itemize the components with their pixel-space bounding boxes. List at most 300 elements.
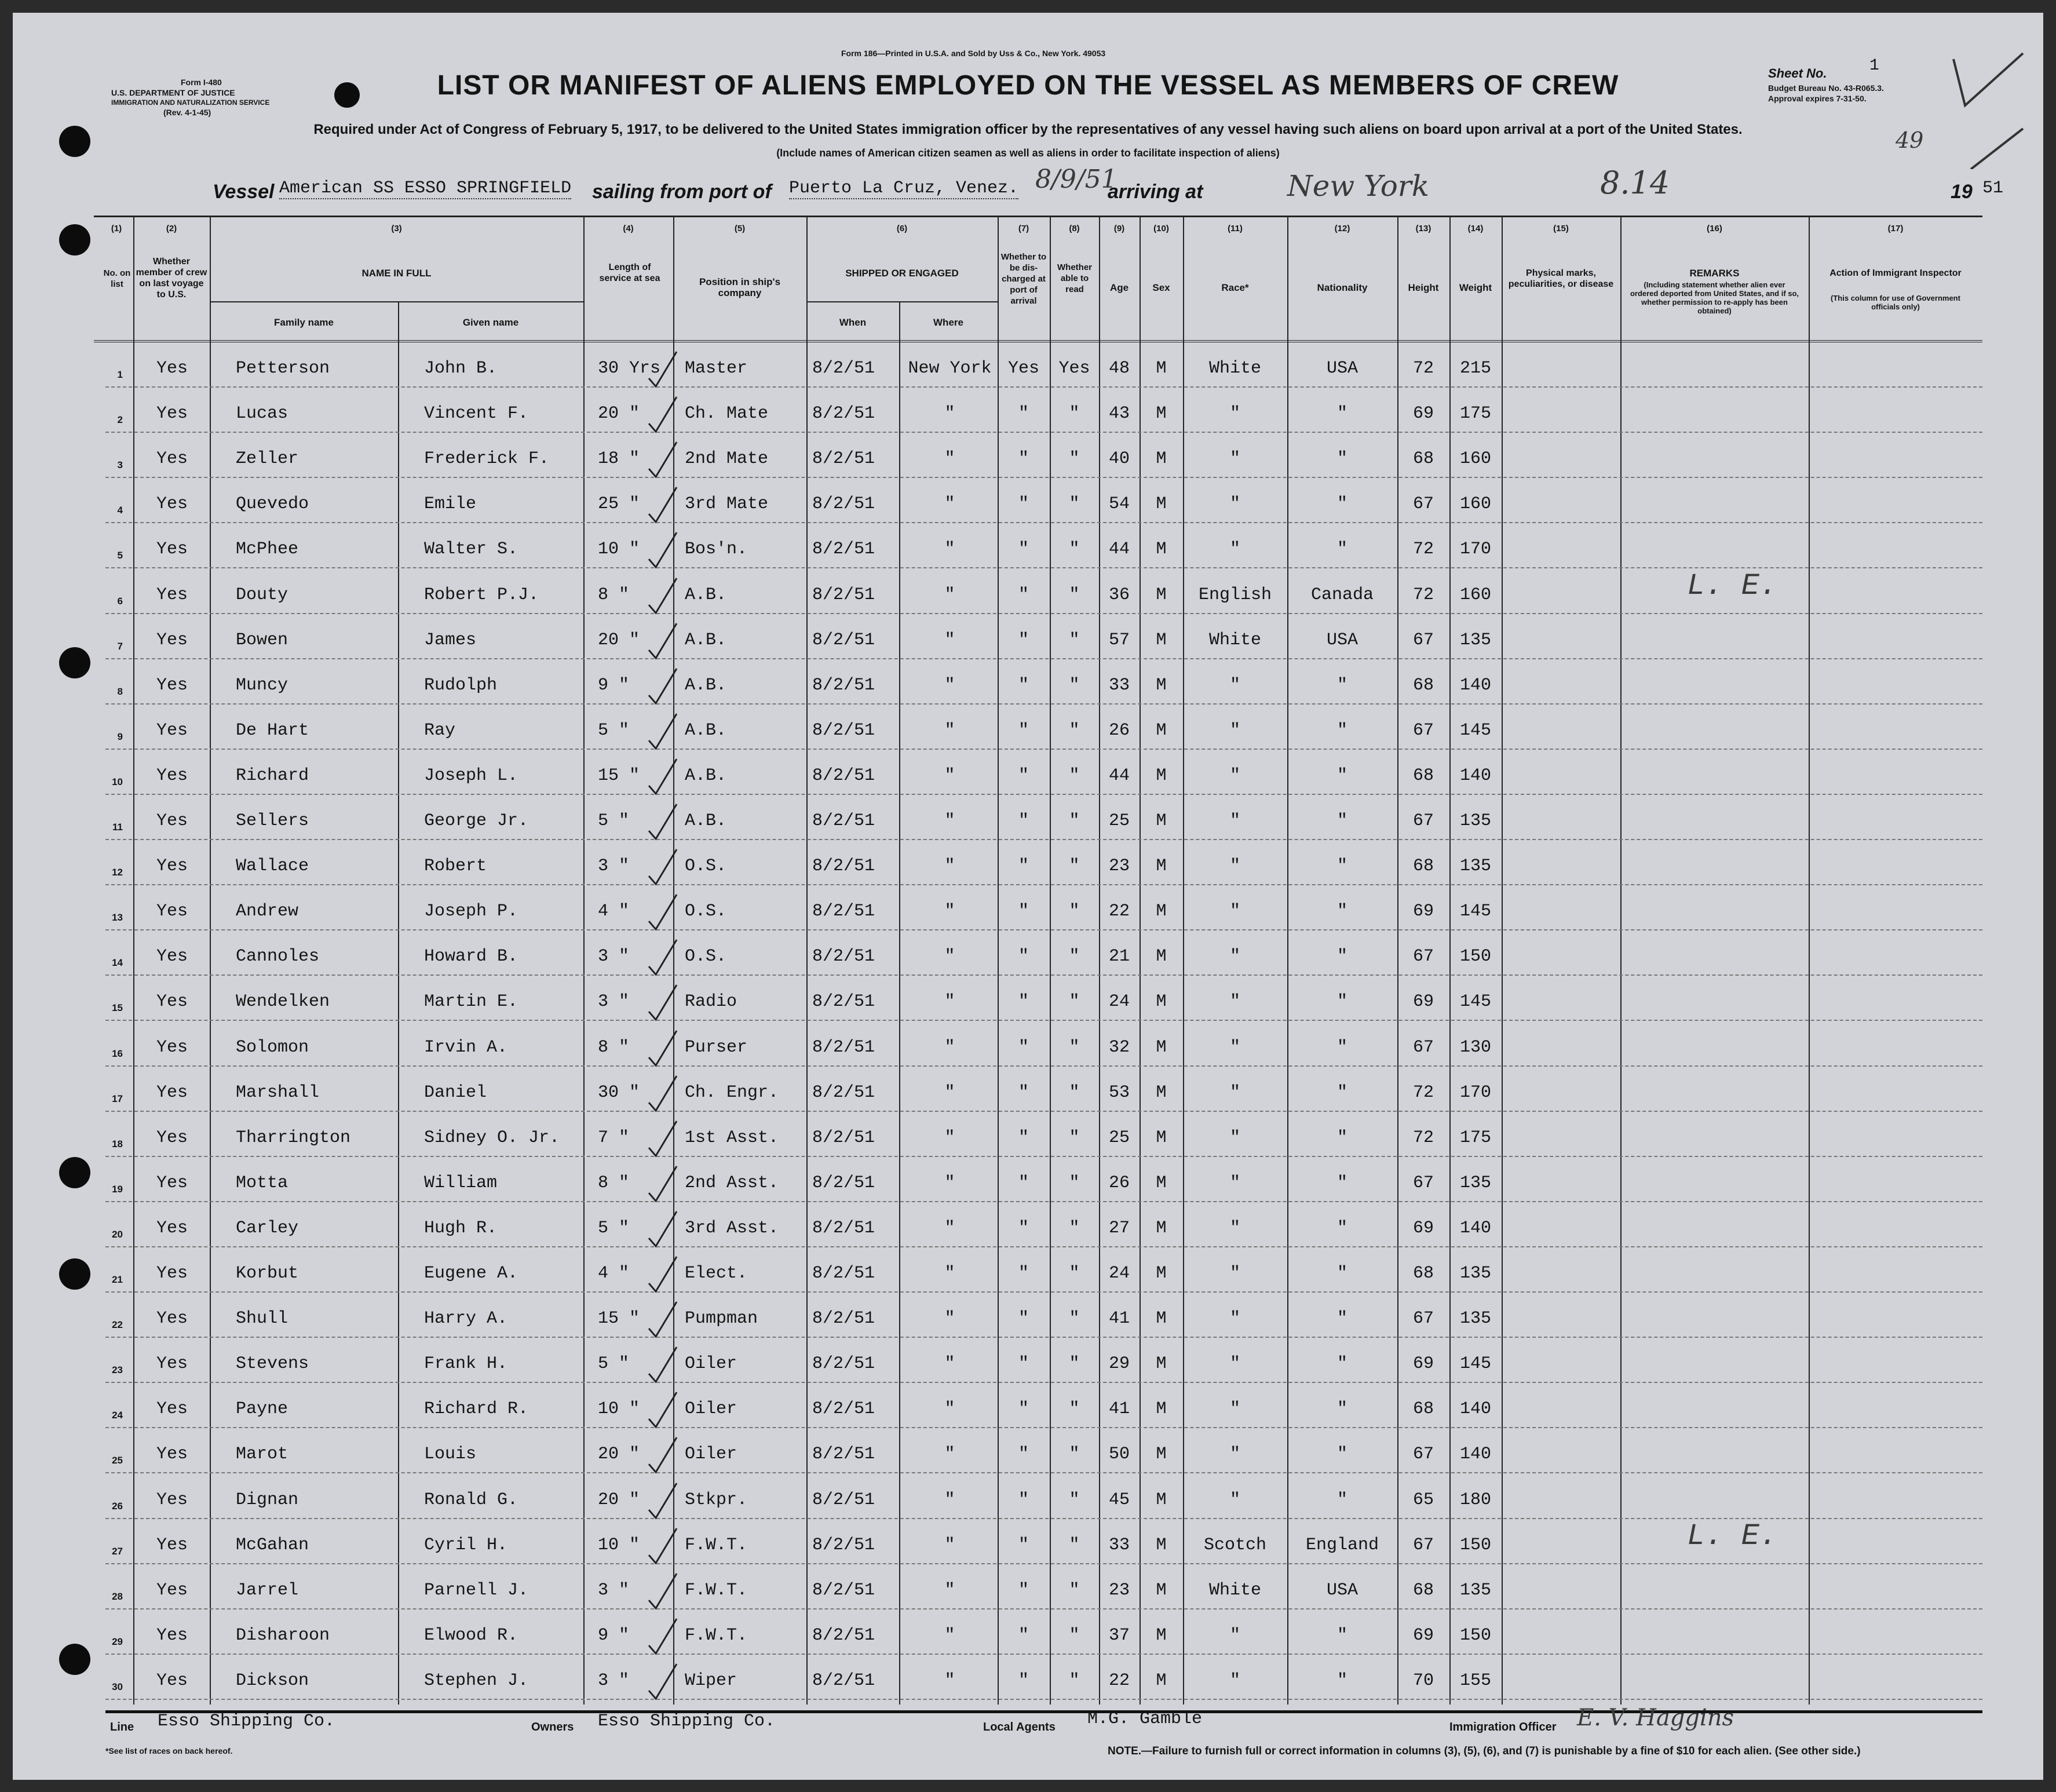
cell-able-to-read: " bbox=[1069, 539, 1080, 560]
cell-prev-voyage: Yes bbox=[156, 902, 188, 922]
row-rule bbox=[105, 1065, 1982, 1067]
cell-age: 36 bbox=[1108, 585, 1130, 605]
cell-given-name: John B. bbox=[424, 359, 498, 378]
cell-height: 67 bbox=[1412, 720, 1434, 740]
vessel-label: Vessel bbox=[213, 181, 275, 203]
cell-able-to-read: " bbox=[1069, 1082, 1080, 1103]
cell-given-name: Sidney O. Jr. bbox=[424, 1127, 560, 1148]
row-rule bbox=[105, 386, 1982, 388]
cell-shipped-when: 8/2/51 bbox=[812, 1444, 875, 1465]
cell-given-name: Robert P.J. bbox=[424, 585, 539, 605]
cell-position: Pumpman bbox=[685, 1309, 758, 1329]
cell-given-name: Elwood R. bbox=[424, 1625, 518, 1645]
row-rule bbox=[105, 839, 1982, 840]
cell-family-name: McPhee bbox=[236, 539, 299, 560]
cell-position: A.B. bbox=[685, 765, 727, 786]
cell-nationality: " bbox=[1336, 992, 1347, 1012]
table-row bbox=[13, 1568, 1982, 1613]
column-number: (13) bbox=[1415, 224, 1431, 233]
row-rule bbox=[105, 794, 1982, 795]
cell-shipped-where: " bbox=[944, 1444, 955, 1465]
cell-service-length: 9 " bbox=[598, 675, 630, 695]
cell-shipped-where: " bbox=[944, 585, 955, 605]
table-row bbox=[13, 844, 1982, 889]
table-top-rule bbox=[94, 216, 1982, 217]
check-mark-icon bbox=[644, 1164, 679, 1205]
row-rule bbox=[105, 658, 1982, 659]
cell-discharged: " bbox=[1018, 1354, 1029, 1374]
check-mark-icon bbox=[644, 1662, 679, 1702]
cell-family-name: Zeller bbox=[236, 449, 299, 469]
cell-height: 72 bbox=[1412, 585, 1434, 605]
cell-weight: 170 bbox=[1459, 539, 1491, 560]
cell-able-to-read: " bbox=[1069, 856, 1080, 877]
cell-able-to-read: " bbox=[1069, 1173, 1080, 1193]
check-mark-icon bbox=[644, 666, 679, 707]
cell-weight: 140 bbox=[1459, 1218, 1491, 1238]
check-mark-icon bbox=[644, 711, 679, 752]
cell-weight: 160 bbox=[1459, 585, 1491, 605]
cell-family-name: Wendelken bbox=[236, 992, 330, 1012]
cell-height: 72 bbox=[1412, 539, 1434, 560]
cell-weight: 130 bbox=[1459, 1037, 1491, 1057]
cell-prev-voyage: Yes bbox=[156, 1535, 188, 1555]
check-mark-icon bbox=[644, 1390, 679, 1430]
arrival-date-handwritten: 8.14 bbox=[1600, 165, 1670, 201]
cell-discharged: " bbox=[1018, 992, 1029, 1012]
cell-shipped-where: " bbox=[944, 404, 955, 424]
cell-nationality: England bbox=[1305, 1535, 1379, 1555]
cell-race: " bbox=[1229, 947, 1240, 967]
header-age: Age bbox=[1109, 282, 1129, 293]
cell-weight: 135 bbox=[1459, 856, 1491, 877]
cell-height: 65 bbox=[1412, 1490, 1434, 1510]
row-number: 5 bbox=[117, 550, 123, 561]
cell-age: 25 bbox=[1108, 811, 1130, 831]
cell-service-length: 20 " bbox=[598, 1444, 640, 1465]
cell-shipped-when: 8/2/51 bbox=[812, 856, 875, 877]
cell-weight: 135 bbox=[1459, 1264, 1491, 1283]
cell-sex: M bbox=[1156, 1444, 1167, 1465]
row-rule bbox=[105, 1291, 1982, 1293]
cell-discharged: " bbox=[1018, 1264, 1029, 1283]
cell-age: 50 bbox=[1108, 1444, 1130, 1465]
cell-able-to-read: " bbox=[1069, 449, 1080, 469]
row-number: 23 bbox=[112, 1364, 123, 1376]
row-number: 21 bbox=[112, 1274, 123, 1285]
row-number: 2 bbox=[117, 414, 123, 426]
row-rule bbox=[105, 1608, 1982, 1609]
cell-service-length: 8 " bbox=[598, 1173, 630, 1193]
cell-shipped-where: New York bbox=[908, 359, 992, 378]
row-number: 24 bbox=[112, 1410, 123, 1421]
table-row bbox=[13, 527, 1982, 572]
cell-given-name: Frank H. bbox=[424, 1354, 508, 1374]
cell-age: 25 bbox=[1108, 1127, 1130, 1148]
cell-discharged: " bbox=[1018, 856, 1029, 877]
cell-nationality: " bbox=[1336, 902, 1347, 922]
cell-nationality: " bbox=[1336, 404, 1347, 424]
cell-able-to-read: " bbox=[1069, 1580, 1080, 1600]
cell-able-to-read: " bbox=[1069, 1037, 1080, 1057]
row-rule bbox=[105, 929, 1982, 930]
cell-race: " bbox=[1229, 1264, 1240, 1283]
cell-given-name: Vincent F. bbox=[424, 404, 529, 424]
line-value: Esso Shipping Co. bbox=[158, 1711, 335, 1731]
cell-shipped-when: 8/2/51 bbox=[812, 1354, 875, 1374]
check-mark-icon bbox=[644, 395, 679, 435]
cell-discharged: " bbox=[1018, 1444, 1029, 1465]
cell-prev-voyage: Yes bbox=[156, 449, 188, 469]
header-discharged: Whether to be dis-charged at port of arrival bbox=[1000, 252, 1047, 306]
cell-prev-voyage: Yes bbox=[156, 992, 188, 1012]
cell-shipped-when: 8/2/51 bbox=[812, 1082, 875, 1103]
cell-given-name: Louis bbox=[424, 1444, 477, 1465]
cell-height: 68 bbox=[1412, 675, 1434, 695]
cell-prev-voyage: Yes bbox=[156, 1354, 188, 1374]
cell-given-name: Joseph L. bbox=[424, 765, 518, 786]
cell-shipped-when: 8/2/51 bbox=[812, 1535, 875, 1555]
cell-shipped-where: " bbox=[944, 449, 955, 469]
cell-prev-voyage: Yes bbox=[156, 1580, 188, 1600]
cell-able-to-read: " bbox=[1069, 1625, 1080, 1645]
cell-race: " bbox=[1229, 1309, 1240, 1329]
cell-height: 67 bbox=[1412, 494, 1434, 514]
document-title: LIST OR MANIFEST OF ALIENS EMPLOYED ON THE VESSEL AS MEMBERS OF CREW bbox=[437, 70, 1619, 101]
cell-nationality: " bbox=[1336, 947, 1347, 967]
printer-line: Form 186—Printed in U.S.A. and Sold by Uss & Co., New York. 49053 bbox=[841, 49, 1106, 58]
cell-sex: M bbox=[1156, 992, 1167, 1012]
row-number: 9 bbox=[117, 731, 123, 742]
cell-able-to-read: " bbox=[1069, 1490, 1080, 1510]
cell-family-name: Shull bbox=[236, 1309, 289, 1329]
cell-position: Oiler bbox=[685, 1399, 737, 1419]
cell-given-name: George Jr. bbox=[424, 811, 529, 831]
column-number: (10) bbox=[1153, 224, 1169, 233]
cell-service-length: 5 " bbox=[598, 720, 630, 740]
departure-date-handwritten: 8/9/51 bbox=[1035, 165, 1118, 194]
cell-sex: M bbox=[1156, 359, 1167, 378]
immigration-officer-signature: E. V. Haggins bbox=[1577, 1705, 1734, 1731]
row-rule bbox=[105, 1201, 1982, 1202]
year: 51 bbox=[1982, 178, 2004, 198]
cell-family-name: De Hart bbox=[236, 720, 309, 740]
cell-position: O.S. bbox=[685, 947, 727, 967]
table-row bbox=[13, 889, 1982, 934]
cell-service-length: 4 " bbox=[598, 1264, 630, 1283]
arriving-label: arriving at bbox=[1108, 181, 1203, 203]
cell-weight: 140 bbox=[1459, 765, 1491, 786]
page-mark: 49 bbox=[1896, 127, 1924, 153]
cell-sex: M bbox=[1156, 1490, 1167, 1510]
cell-height: 69 bbox=[1412, 1218, 1434, 1238]
cell-given-name: James bbox=[424, 630, 477, 650]
cell-discharged: " bbox=[1018, 585, 1029, 605]
column-number: (7) bbox=[1018, 224, 1029, 233]
cell-shipped-when: 8/2/51 bbox=[812, 1670, 875, 1691]
cell-able-to-read: " bbox=[1069, 811, 1080, 831]
cell-weight: 135 bbox=[1459, 1580, 1491, 1600]
cell-age: 27 bbox=[1108, 1218, 1130, 1238]
cell-height: 69 bbox=[1412, 1625, 1434, 1645]
cell-service-length: 10 " bbox=[598, 1399, 640, 1419]
cell-service-length: 8 " bbox=[598, 585, 630, 605]
header-list-number: No. on list bbox=[103, 268, 131, 289]
cell-family-name: Dickson bbox=[236, 1670, 309, 1691]
cell-race: " bbox=[1229, 1082, 1240, 1103]
cell-service-length: 10 " bbox=[598, 539, 640, 560]
cell-family-name: Quevedo bbox=[236, 494, 309, 514]
cell-given-name: Daniel bbox=[424, 1082, 487, 1103]
cell-able-to-read: " bbox=[1069, 992, 1080, 1012]
cell-race: " bbox=[1229, 992, 1240, 1012]
cell-weight: 145 bbox=[1459, 992, 1491, 1012]
cell-family-name: Marshall bbox=[236, 1082, 320, 1103]
table-row bbox=[13, 1160, 1982, 1206]
cell-prev-voyage: Yes bbox=[156, 675, 188, 695]
row-number: 7 bbox=[117, 640, 123, 652]
cell-sex: M bbox=[1156, 1399, 1167, 1419]
cell-sex: M bbox=[1156, 449, 1167, 469]
cell-weight: 145 bbox=[1459, 1354, 1491, 1374]
table-row bbox=[13, 1251, 1982, 1296]
cell-height: 68 bbox=[1412, 1580, 1434, 1600]
owners-label: Owners bbox=[531, 1721, 574, 1733]
cell-position: O.S. bbox=[685, 856, 727, 877]
cell-sex: M bbox=[1156, 765, 1167, 786]
cell-able-to-read: " bbox=[1069, 947, 1080, 967]
cell-service-length: 7 " bbox=[598, 1127, 630, 1148]
check-mark-icon bbox=[644, 1435, 679, 1476]
cell-age: 21 bbox=[1108, 947, 1130, 967]
cell-age: 44 bbox=[1108, 539, 1130, 560]
cell-family-name: Wallace bbox=[236, 856, 309, 877]
cell-family-name: Sellers bbox=[236, 811, 309, 831]
cell-race: " bbox=[1229, 1670, 1240, 1691]
cell-sex: M bbox=[1156, 585, 1167, 605]
cell-prev-voyage: Yes bbox=[156, 856, 188, 877]
cell-able-to-read: " bbox=[1069, 404, 1080, 424]
cell-age: 48 bbox=[1108, 359, 1130, 378]
cell-shipped-when: 8/2/51 bbox=[812, 675, 875, 695]
cell-prev-voyage: Yes bbox=[156, 494, 188, 514]
header-position: Position in ship's company bbox=[699, 276, 781, 298]
cell-family-name: Jarrel bbox=[236, 1580, 299, 1600]
row-rule bbox=[105, 1337, 1982, 1338]
cell-shipped-when: 8/2/51 bbox=[812, 765, 875, 786]
cell-race: " bbox=[1229, 1399, 1240, 1419]
cell-shipped-where: " bbox=[944, 1580, 955, 1600]
cell-position: Stkpr. bbox=[685, 1490, 748, 1510]
cell-shipped-where: " bbox=[944, 1670, 955, 1691]
departure-port: Puerto La Cruz, Venez. bbox=[789, 178, 1019, 198]
cell-given-name: William bbox=[424, 1173, 498, 1193]
cell-position: Ch. Engr. bbox=[685, 1082, 779, 1103]
cell-height: 67 bbox=[1412, 1173, 1434, 1193]
cell-given-name: Harry A. bbox=[424, 1309, 508, 1329]
cell-position: Radio bbox=[685, 992, 737, 1012]
cell-shipped-when: 8/2/51 bbox=[812, 359, 875, 378]
row-number: 13 bbox=[112, 912, 123, 924]
row-rule bbox=[105, 1427, 1982, 1428]
cell-prev-voyage: Yes bbox=[156, 947, 188, 967]
check-mark-icon bbox=[644, 983, 679, 1023]
cell-nationality: " bbox=[1336, 856, 1347, 877]
cell-given-name: Eugene A. bbox=[424, 1264, 518, 1283]
table-row bbox=[13, 436, 1982, 481]
sheet-label: Sheet No. bbox=[1768, 66, 1827, 81]
table-row bbox=[13, 1115, 1982, 1160]
shipped-subheader-rule bbox=[806, 301, 998, 302]
cell-age: 29 bbox=[1108, 1354, 1130, 1374]
cell-nationality: " bbox=[1336, 1218, 1347, 1238]
service-name: IMMIGRATION AND NATURALIZATION SERVICE bbox=[111, 98, 270, 107]
cell-shipped-where: " bbox=[944, 947, 955, 967]
header-family-name: Family name bbox=[274, 317, 334, 328]
cell-position: Bos'n. bbox=[685, 539, 748, 560]
cell-family-name: Disharoon bbox=[236, 1625, 330, 1645]
column-number: (15) bbox=[1553, 224, 1569, 233]
header-where: Where bbox=[933, 317, 963, 328]
cell-weight: 155 bbox=[1459, 1670, 1491, 1691]
table-row bbox=[13, 618, 1982, 663]
row-rule bbox=[105, 1472, 1982, 1473]
cell-family-name: Cannoles bbox=[236, 947, 320, 967]
cell-shipped-where: " bbox=[944, 675, 955, 695]
cell-race: White bbox=[1208, 1580, 1261, 1600]
row-number: 28 bbox=[112, 1590, 123, 1602]
cell-race: " bbox=[1229, 494, 1240, 514]
department-name: U.S. DEPARTMENT OF JUSTICE bbox=[111, 88, 235, 97]
cell-position: A.B. bbox=[685, 720, 727, 740]
cell-prev-voyage: Yes bbox=[156, 1037, 188, 1057]
column-number: (11) bbox=[1228, 224, 1243, 233]
cell-position: Wiper bbox=[685, 1670, 737, 1691]
cell-family-name: Solomon bbox=[236, 1037, 309, 1057]
column-number: (9) bbox=[1113, 224, 1125, 233]
row-rule bbox=[105, 1020, 1982, 1021]
arrival-port-handwritten: New York bbox=[1287, 169, 1429, 203]
cell-family-name: Douty bbox=[236, 585, 289, 605]
cell-shipped-where: " bbox=[944, 1264, 955, 1283]
cell-shipped-where: " bbox=[944, 1490, 955, 1510]
cell-shipped-when: 8/2/51 bbox=[812, 1218, 875, 1238]
cell-given-name: Parnell J. bbox=[424, 1580, 529, 1600]
cell-weight: 135 bbox=[1459, 1309, 1491, 1329]
cell-discharged: " bbox=[1018, 1399, 1029, 1419]
header-previous-voyage: Whether member of crew on last voyage to U.S. bbox=[136, 257, 207, 300]
table-row bbox=[13, 1613, 1982, 1658]
cell-shipped-where: " bbox=[944, 765, 955, 786]
cell-given-name: Hugh R. bbox=[424, 1218, 498, 1238]
cell-shipped-when: 8/2/51 bbox=[812, 992, 875, 1012]
cell-sex: M bbox=[1156, 720, 1167, 740]
header-sex: Sex bbox=[1152, 282, 1170, 293]
cell-prev-voyage: Yes bbox=[156, 1127, 188, 1148]
cell-sex: M bbox=[1156, 1082, 1167, 1103]
cell-shipped-when: 8/2/51 bbox=[812, 902, 875, 922]
cell-position: 1st Asst. bbox=[685, 1127, 779, 1148]
cell-height: 67 bbox=[1412, 1037, 1434, 1057]
table-row bbox=[13, 979, 1982, 1024]
cell-service-length: 3 " bbox=[598, 1580, 630, 1600]
cell-able-to-read: " bbox=[1069, 720, 1080, 740]
cell-prev-voyage: Yes bbox=[156, 1309, 188, 1329]
cell-race: White bbox=[1208, 359, 1261, 378]
cell-weight: 145 bbox=[1459, 902, 1491, 922]
subtitle-note: (Include names of American citizen seamen as well as aliens in order to facilitate inspection of aliens) bbox=[776, 147, 1280, 159]
cell-position: O.S. bbox=[685, 902, 727, 922]
cell-shipped-when: 8/2/51 bbox=[812, 947, 875, 967]
cell-shipped-where: " bbox=[944, 992, 955, 1012]
check-mark-icon bbox=[644, 847, 679, 888]
cell-given-name: Walter S. bbox=[424, 539, 518, 560]
cell-discharged: Yes bbox=[1007, 359, 1039, 378]
cell-service-length: 20 " bbox=[598, 630, 640, 650]
cell-shipped-where: " bbox=[944, 1625, 955, 1645]
cell-discharged: " bbox=[1018, 1037, 1029, 1057]
cell-discharged: " bbox=[1018, 765, 1029, 786]
cell-prev-voyage: Yes bbox=[156, 1670, 188, 1691]
check-mark-icon bbox=[644, 1209, 679, 1250]
cell-race: " bbox=[1229, 1490, 1240, 1510]
cell-discharged: " bbox=[1018, 675, 1029, 695]
check-mark-icon bbox=[644, 1028, 679, 1069]
cell-shipped-when: 8/2/51 bbox=[812, 1127, 875, 1148]
cell-sex: M bbox=[1156, 1535, 1167, 1555]
cell-height: 68 bbox=[1412, 856, 1434, 877]
cell-weight: 135 bbox=[1459, 630, 1491, 650]
cell-position: F.W.T. bbox=[685, 1535, 748, 1555]
cell-nationality: USA bbox=[1326, 1580, 1358, 1600]
cell-family-name: Stevens bbox=[236, 1354, 309, 1374]
cell-nationality: " bbox=[1336, 1625, 1347, 1645]
cell-family-name: Tharrington bbox=[236, 1127, 351, 1148]
cell-height: 68 bbox=[1412, 449, 1434, 469]
cell-able-to-read: " bbox=[1069, 902, 1080, 922]
cell-nationality: " bbox=[1336, 1444, 1347, 1465]
cell-service-length: 5 " bbox=[598, 1218, 630, 1238]
cell-age: 44 bbox=[1108, 765, 1130, 786]
cell-shipped-when: 8/2/51 bbox=[812, 1173, 875, 1193]
cell-discharged: " bbox=[1018, 902, 1029, 922]
cell-family-name: Payne bbox=[236, 1399, 289, 1419]
cell-given-name: Rudolph bbox=[424, 675, 498, 695]
manifest-sheet bbox=[13, 13, 2043, 1780]
cell-prev-voyage: Yes bbox=[156, 1264, 188, 1283]
cell-family-name: Muncy bbox=[236, 675, 289, 695]
cell-able-to-read: " bbox=[1069, 1670, 1080, 1691]
check-mark-icon bbox=[644, 1300, 679, 1340]
cell-age: 33 bbox=[1108, 1535, 1130, 1555]
cell-prev-voyage: Yes bbox=[156, 811, 188, 831]
cell-age: 54 bbox=[1108, 494, 1130, 514]
cell-discharged: " bbox=[1018, 404, 1029, 424]
cell-discharged: " bbox=[1018, 494, 1029, 514]
name-subheader-rule bbox=[210, 301, 583, 302]
column-number: (5) bbox=[734, 224, 746, 233]
cell-sex: M bbox=[1156, 494, 1167, 514]
row-rule bbox=[105, 975, 1982, 976]
cell-given-name: Emile bbox=[424, 494, 477, 514]
cell-shipped-when: 8/2/51 bbox=[812, 1490, 875, 1510]
table-row bbox=[13, 391, 1982, 436]
row-number: 3 bbox=[117, 459, 123, 471]
cell-race: " bbox=[1229, 811, 1240, 831]
check-mark-icon bbox=[644, 1616, 679, 1657]
cell-race: " bbox=[1229, 1625, 1240, 1645]
cell-given-name: Stephen J. bbox=[424, 1670, 529, 1691]
